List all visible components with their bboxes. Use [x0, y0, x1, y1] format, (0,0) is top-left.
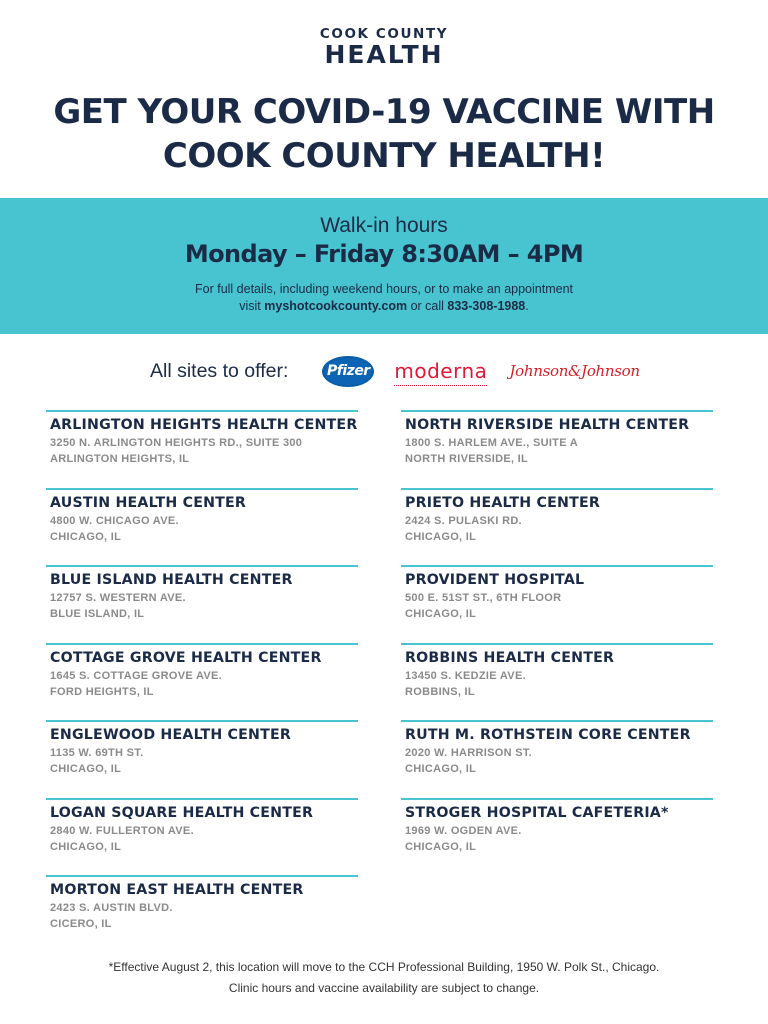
footnote-line-2: Clinic hours and vaccine availability are subject to change. [228, 981, 540, 995]
site-entry [401, 565, 713, 643]
site-address: 2423 S. AUSTIN BLVD. [50, 902, 173, 914]
cook-county-health-logo [0, 26, 768, 68]
johnson-and-johnson-logo: Johnson&Johnson [509, 362, 640, 380]
site-entry [401, 643, 713, 721]
site-city: CHICAGO, IL [50, 530, 122, 543]
site-city: CHICAGO, IL [50, 840, 122, 853]
site-name: ARLINGTON HEIGHTS HEALTH CENTER [50, 417, 358, 433]
site-city: CICERO, IL [50, 918, 112, 930]
details-line-1: For full details, including weekend hours, or to make an appointment [195, 282, 573, 296]
site-entry [46, 488, 358, 566]
walk-in-hours: Monday – Friday 8:30AM – 4PM [184, 240, 584, 268]
details-call-text: or call [407, 299, 448, 313]
details-visit-text: visit [239, 299, 265, 313]
site-entry [46, 643, 358, 721]
site-address: 1800 S. HARLEM AVE., SUITE A [405, 437, 579, 449]
title-line-2: COOK COUNTY HEALTH! [162, 136, 606, 176]
site-name: LOGAN SQUARE HEALTH CENTER [50, 804, 314, 821]
offer-label: All sites to offer: [150, 359, 289, 382]
site-city: BLUE ISLAND, IL [50, 608, 145, 620]
site-city: ARLINGTON HEIGHTS, IL [50, 453, 190, 465]
site-name: PROVIDENT HOSPITAL [405, 572, 585, 588]
site-entry [401, 488, 713, 566]
sites-right-column [401, 410, 713, 875]
site-name: ENGLEWOOD HEALTH CENTER [50, 727, 292, 743]
site-city: CHICAGO, IL [405, 530, 477, 543]
site-entry [401, 720, 713, 798]
site-entry [46, 720, 358, 798]
site-address: 2020 W. HARRISON ST. [405, 747, 533, 759]
site-address: 2840 W. FULLERTON AVE. [50, 824, 194, 837]
site-name: MORTON EAST HEALTH CENTER [50, 882, 304, 898]
moderna-logo: moderna [394, 359, 488, 383]
footnote-line-1: *Effective August 2, this location will move to the CCH Professional Building, 1950 W. Polk St., Chicago. [108, 960, 660, 974]
site-address: 4800 W. CHICAGO AVE. [50, 514, 179, 527]
site-address: 1645 S. COTTAGE GROVE AVE. [50, 669, 223, 682]
site-address: 13450 S. KEDZIE AVE. [405, 669, 526, 682]
site-address: 12757 S. WESTERN AVE. [50, 592, 186, 604]
site-name: COTTAGE GROVE HEALTH CENTER [50, 649, 322, 666]
site-city: NORTH RIVERSIDE, IL [405, 453, 529, 465]
site-address: 2424 S. PULASKI RD. [405, 514, 522, 527]
site-entry [46, 410, 358, 488]
title-line-1: GET YOUR COVID-19 VACCINE WITH [53, 92, 715, 132]
phone-link[interactable]: 833-308-1988 [447, 299, 526, 313]
site-entry [46, 875, 358, 953]
site-address: 1135 W. 69TH ST. [50, 747, 144, 759]
site-name: BLUE ISLAND HEALTH CENTER [50, 572, 293, 588]
site-city: FORD HEIGHTS, IL [50, 685, 154, 698]
site-city: ROBBINS, IL [405, 685, 475, 698]
logo-top-text: COOK COUNTY [319, 26, 449, 42]
site-name: ROBBINS HEALTH CENTER [405, 649, 615, 666]
site-name: AUSTIN HEALTH CENTER [50, 494, 247, 511]
site-entry [46, 565, 358, 643]
footnote [0, 957, 768, 999]
site-address: 3250 N. ARLINGTON HEIGHTS RD., SUITE 300 [50, 437, 303, 449]
site-entry [401, 410, 713, 488]
site-address: 1969 W. OGDEN AVE. [405, 824, 522, 837]
page-title [0, 90, 768, 178]
site-address: 500 E. 51ST ST., 6TH FLOOR [405, 592, 562, 604]
site-entry [46, 798, 358, 876]
site-city: CHICAGO, IL [405, 608, 477, 620]
walk-in-hours-banner [0, 198, 768, 334]
appointment-details [0, 281, 768, 315]
site-name: RUTH M. ROTHSTEIN CORE CENTER [405, 727, 691, 743]
site-entry [401, 798, 713, 876]
site-name: NORTH RIVERSIDE HEALTH CENTER [405, 417, 690, 433]
site-name: STROGER HOSPITAL CAFETERIA* [405, 804, 669, 821]
site-city: CHICAGO, IL [405, 840, 477, 853]
website-link[interactable]: myshotcookcounty.com [264, 299, 408, 313]
vaccine-offer-row [150, 354, 640, 388]
details-end-text: . [525, 299, 529, 313]
logo-bottom-text: HEALTH [324, 40, 444, 69]
pfizer-logo: Pfizer [322, 356, 374, 387]
walk-in-label: Walk-in hours [320, 214, 448, 237]
site-name: PRIETO HEALTH CENTER [405, 494, 600, 511]
site-city: CHICAGO, IL [50, 763, 122, 775]
sites-left-column [46, 410, 358, 953]
details-line-2 [0, 298, 768, 315]
site-city: CHICAGO, IL [405, 763, 477, 775]
